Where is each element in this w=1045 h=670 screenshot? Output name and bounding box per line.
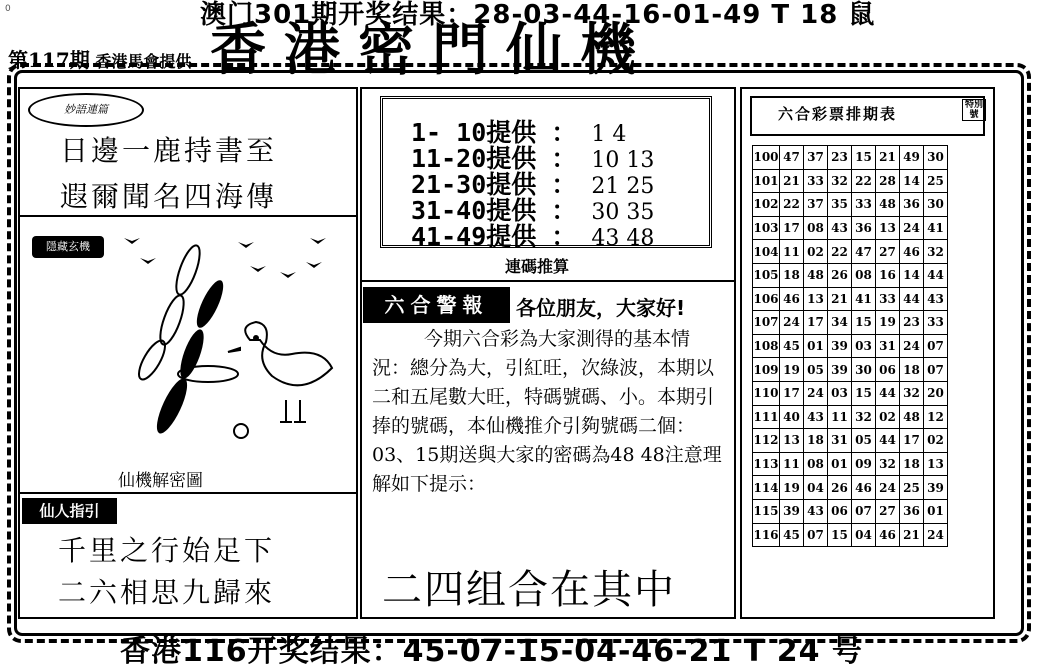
provide-row: 31-40提供 ： 30 35 bbox=[411, 196, 655, 225]
draw-number-cell: 46 bbox=[780, 287, 804, 311]
table-row bbox=[753, 216, 948, 240]
table-row bbox=[753, 311, 948, 335]
draw-number-cell: 36 bbox=[900, 193, 924, 217]
poem-line: 日邊一鹿持書至 bbox=[60, 134, 278, 167]
draw-number-cell: 48 bbox=[900, 405, 924, 429]
draw-number-cell: 03 bbox=[828, 381, 852, 405]
draw-number-cell: 09 bbox=[852, 452, 876, 476]
draw-number-cell: 07 bbox=[804, 523, 828, 547]
draw-number-cell: 37 bbox=[804, 193, 828, 217]
draw-number-cell: 02 bbox=[924, 429, 948, 453]
draw-number-cell: 15 bbox=[852, 146, 876, 170]
draw-number-cell: 08 bbox=[804, 216, 828, 240]
draw-number-cell: 17 bbox=[780, 381, 804, 405]
table-row bbox=[753, 263, 948, 287]
table-row bbox=[753, 358, 948, 382]
draw-number-cell: 05 bbox=[852, 429, 876, 453]
draw-number-cell: 41 bbox=[924, 216, 948, 240]
draw-number-cell: 04 bbox=[804, 476, 828, 500]
draw-number-cell: 43 bbox=[828, 216, 852, 240]
draw-number-cell: 34 bbox=[828, 311, 852, 335]
draw-number-cell: 43 bbox=[804, 405, 828, 429]
draw-number-cell: 18 bbox=[900, 452, 924, 476]
guide-line: 千里之行始足下 bbox=[58, 534, 276, 567]
draw-number-cell: 26 bbox=[828, 476, 852, 500]
divider bbox=[20, 215, 358, 217]
draw-number-cell: 18 bbox=[780, 263, 804, 287]
draw-number-cell: 18 bbox=[900, 358, 924, 382]
draw-number-cell: 12 bbox=[924, 405, 948, 429]
draw-number-cell: 24 bbox=[876, 476, 900, 500]
draw-number-cell: 25 bbox=[924, 169, 948, 193]
table-row bbox=[753, 381, 948, 405]
corner-mark: 0 bbox=[5, 4, 11, 14]
draw-number-cell: 03 bbox=[852, 334, 876, 358]
hint-text: 二四组合在其中 bbox=[382, 567, 676, 613]
draw-number-cell: 01 bbox=[804, 334, 828, 358]
draw-issue-cell: 103 bbox=[753, 216, 780, 240]
guide-poem bbox=[58, 530, 275, 614]
draw-number-cell: 11 bbox=[828, 405, 852, 429]
draw-number-cell: 26 bbox=[828, 263, 852, 287]
image-caption: 仙機解密圖 bbox=[118, 471, 203, 491]
draw-number-cell: 48 bbox=[876, 193, 900, 217]
poem-block bbox=[60, 128, 277, 220]
provide-caption: 連碼推算 bbox=[505, 257, 570, 276]
draw-number-cell: 21 bbox=[876, 146, 900, 170]
draw-issue-cell: 110 bbox=[753, 381, 780, 405]
draw-number-cell: 32 bbox=[828, 169, 852, 193]
draw-issue-cell: 104 bbox=[753, 240, 780, 264]
alert-body: 今期六合彩為大家測得的基本情況：總分為大，引紅旺，次綠波，本期以二和五尾數大旺，特碼號碼、小。本期引捧的號碼，本仙機推介引夠號碼二個：03、15期送與大家的密碼為48 48注意理解如下提示： bbox=[372, 328, 722, 495]
hongkong-result-banner: 香港116开奖结果：45-07-15-04-46-21 T 24 号 bbox=[120, 634, 863, 669]
draw-number-cell: 33 bbox=[804, 169, 828, 193]
draw-number-cell: 07 bbox=[852, 499, 876, 523]
macau-result-banner: 澳门301期开奖结果：28-03-44-16-01-49 T 18 鼠 bbox=[200, 0, 876, 30]
divider bbox=[362, 280, 736, 282]
table-title: 六合彩票排期表 bbox=[778, 105, 898, 123]
table-row bbox=[753, 146, 948, 170]
draw-issue-cell: 111 bbox=[753, 405, 780, 429]
draw-number-cell: 23 bbox=[828, 146, 852, 170]
draw-number-cell: 24 bbox=[804, 381, 828, 405]
draw-issue-cell: 115 bbox=[753, 499, 780, 523]
draw-number-cell: 27 bbox=[876, 240, 900, 264]
guide-label: 仙人指引 bbox=[22, 498, 117, 524]
draw-number-cell: 24 bbox=[900, 334, 924, 358]
draw-number-cell: 11 bbox=[780, 240, 804, 264]
draw-number-cell: 14 bbox=[900, 169, 924, 193]
draw-issue-cell: 109 bbox=[753, 358, 780, 382]
table-row bbox=[753, 476, 948, 500]
provide-row: 21-30提供 ： 21 25 bbox=[411, 170, 655, 199]
provide-box bbox=[380, 96, 712, 251]
draw-issue-cell: 112 bbox=[753, 429, 780, 453]
draw-number-cell: 35 bbox=[828, 193, 852, 217]
draw-number-cell: 24 bbox=[780, 311, 804, 335]
seal-icon bbox=[234, 424, 248, 438]
draw-number-cell: 07 bbox=[924, 358, 948, 382]
greeting: 各位朋友，大家好! bbox=[516, 296, 686, 320]
draw-number-cell: 32 bbox=[900, 381, 924, 405]
draw-number-cell: 07 bbox=[924, 334, 948, 358]
draw-number-cell: 13 bbox=[876, 216, 900, 240]
draw-number-cell: 47 bbox=[852, 240, 876, 264]
draw-number-cell: 01 bbox=[924, 499, 948, 523]
draw-number-cell: 30 bbox=[852, 358, 876, 382]
draw-number-cell: 28 bbox=[876, 169, 900, 193]
draw-number-cell: 39 bbox=[780, 499, 804, 523]
table-row bbox=[753, 499, 948, 523]
draw-number-cell: 22 bbox=[828, 240, 852, 264]
table-row bbox=[753, 429, 948, 453]
draw-number-cell: 19 bbox=[780, 476, 804, 500]
draw-number-cell: 21 bbox=[780, 169, 804, 193]
draw-number-cell: 21 bbox=[828, 287, 852, 311]
draw-number-cell: 39 bbox=[828, 358, 852, 382]
divider bbox=[20, 492, 358, 494]
puzzle-illustration bbox=[100, 230, 350, 460]
draw-number-cell: 15 bbox=[828, 523, 852, 547]
table-row bbox=[753, 452, 948, 476]
poem-line: 遐爾聞名四海傳 bbox=[60, 180, 278, 213]
table-row bbox=[753, 523, 948, 547]
draw-number-cell: 01 bbox=[828, 452, 852, 476]
draw-number-cell: 43 bbox=[924, 287, 948, 311]
issue-publisher: 香港馬會提供 bbox=[95, 52, 192, 71]
draw-number-cell: 32 bbox=[924, 240, 948, 264]
special-number-header: 特別號 bbox=[962, 99, 986, 121]
draw-issue-cell: 100 bbox=[753, 146, 780, 170]
draw-number-cell: 36 bbox=[900, 499, 924, 523]
draw-number-cell: 46 bbox=[900, 240, 924, 264]
provide-row: 1- 10提供 ： 1 4 bbox=[411, 118, 627, 147]
draw-number-cell: 25 bbox=[900, 476, 924, 500]
draw-number-cell: 27 bbox=[876, 499, 900, 523]
draw-number-cell: 17 bbox=[780, 216, 804, 240]
draw-number-cell: 11 bbox=[780, 452, 804, 476]
table-row bbox=[753, 240, 948, 264]
draw-number-cell: 37 bbox=[804, 146, 828, 170]
table-row bbox=[753, 334, 948, 358]
table-row bbox=[753, 193, 948, 217]
draw-number-cell: 22 bbox=[852, 169, 876, 193]
draw-number-cell: 06 bbox=[828, 499, 852, 523]
draw-number-cell: 44 bbox=[876, 429, 900, 453]
draw-number-cell: 15 bbox=[852, 311, 876, 335]
draw-issue-cell: 106 bbox=[753, 287, 780, 311]
draw-number-cell: 05 bbox=[804, 358, 828, 382]
table-row bbox=[753, 405, 948, 429]
draw-number-cell: 33 bbox=[924, 311, 948, 335]
draw-number-cell: 40 bbox=[780, 405, 804, 429]
guide-line: 二六相思九歸來 bbox=[58, 576, 276, 609]
draw-number-cell: 31 bbox=[876, 334, 900, 358]
draw-number-cell: 41 bbox=[852, 287, 876, 311]
draw-number-cell: 17 bbox=[804, 311, 828, 335]
draw-number-cell: 15 bbox=[852, 381, 876, 405]
draw-number-cell: 45 bbox=[780, 334, 804, 358]
page-title: 香港密門仙機 bbox=[210, 17, 654, 83]
draw-number-cell: 06 bbox=[876, 358, 900, 382]
draw-number-cell: 23 bbox=[900, 311, 924, 335]
table-row bbox=[753, 169, 948, 193]
draw-number-cell: 21 bbox=[900, 523, 924, 547]
draw-number-cell: 46 bbox=[876, 523, 900, 547]
draw-issue-cell: 102 bbox=[753, 193, 780, 217]
draw-number-cell: 08 bbox=[804, 452, 828, 476]
draw-number-cell: 47 bbox=[780, 146, 804, 170]
draw-number-cell: 13 bbox=[780, 429, 804, 453]
draw-issue-cell: 113 bbox=[753, 452, 780, 476]
draw-number-cell: 48 bbox=[804, 263, 828, 287]
draw-issue-cell: 116 bbox=[753, 523, 780, 547]
draw-issue-cell: 101 bbox=[753, 169, 780, 193]
draw-number-cell: 19 bbox=[876, 311, 900, 335]
draw-number-cell: 24 bbox=[924, 523, 948, 547]
issue-number: 第117期 bbox=[8, 48, 90, 72]
table-row bbox=[753, 287, 948, 311]
draw-number-cell: 02 bbox=[876, 405, 900, 429]
draw-number-cell: 17 bbox=[900, 429, 924, 453]
draw-issue-cell: 108 bbox=[753, 334, 780, 358]
draw-number-cell: 24 bbox=[900, 216, 924, 240]
draw-number-cell: 08 bbox=[852, 263, 876, 287]
draw-number-cell: 02 bbox=[804, 240, 828, 264]
stamp-label: 隱藏玄機 bbox=[32, 236, 104, 258]
draw-number-cell: 33 bbox=[852, 193, 876, 217]
draw-issue-cell: 107 bbox=[753, 311, 780, 335]
draw-number-cell: 32 bbox=[852, 405, 876, 429]
draw-number-cell: 49 bbox=[900, 146, 924, 170]
draw-number-cell: 30 bbox=[924, 146, 948, 170]
draw-number-cell: 36 bbox=[852, 216, 876, 240]
oval-badge: 妙語連篇 bbox=[28, 93, 144, 127]
provide-row: 11-20提供 ： 10 13 bbox=[411, 144, 655, 173]
draw-number-cell: 14 bbox=[900, 263, 924, 287]
draw-number-cell: 20 bbox=[924, 381, 948, 405]
draw-number-cell: 44 bbox=[900, 287, 924, 311]
bird-icons bbox=[124, 238, 326, 278]
provide-row: 41-49提供 ： 43 48 bbox=[411, 222, 655, 251]
draw-number-cell: 33 bbox=[876, 287, 900, 311]
draw-number-cell: 04 bbox=[852, 523, 876, 547]
draw-number-cell: 30 bbox=[924, 193, 948, 217]
draw-number-cell: 39 bbox=[924, 476, 948, 500]
draw-number-cell: 16 bbox=[876, 263, 900, 287]
draw-number-cell: 31 bbox=[828, 429, 852, 453]
draw-table bbox=[752, 145, 948, 547]
draw-number-cell: 18 bbox=[804, 429, 828, 453]
draw-number-cell: 32 bbox=[876, 452, 900, 476]
draw-number-cell: 22 bbox=[780, 193, 804, 217]
draw-number-cell: 39 bbox=[828, 334, 852, 358]
draw-number-cell: 45 bbox=[780, 523, 804, 547]
draw-number-cell: 19 bbox=[780, 358, 804, 382]
draw-number-cell: 46 bbox=[852, 476, 876, 500]
draw-number-cell: 44 bbox=[876, 381, 900, 405]
draw-number-cell: 13 bbox=[804, 287, 828, 311]
draw-number-cell: 44 bbox=[924, 263, 948, 287]
draw-number-cell: 13 bbox=[924, 452, 948, 476]
draw-number-cell: 43 bbox=[804, 499, 828, 523]
draw-issue-cell: 114 bbox=[753, 476, 780, 500]
alert-label: 六合警報 bbox=[363, 287, 510, 323]
draw-issue-cell: 105 bbox=[753, 263, 780, 287]
goose-icon bbox=[228, 322, 332, 422]
